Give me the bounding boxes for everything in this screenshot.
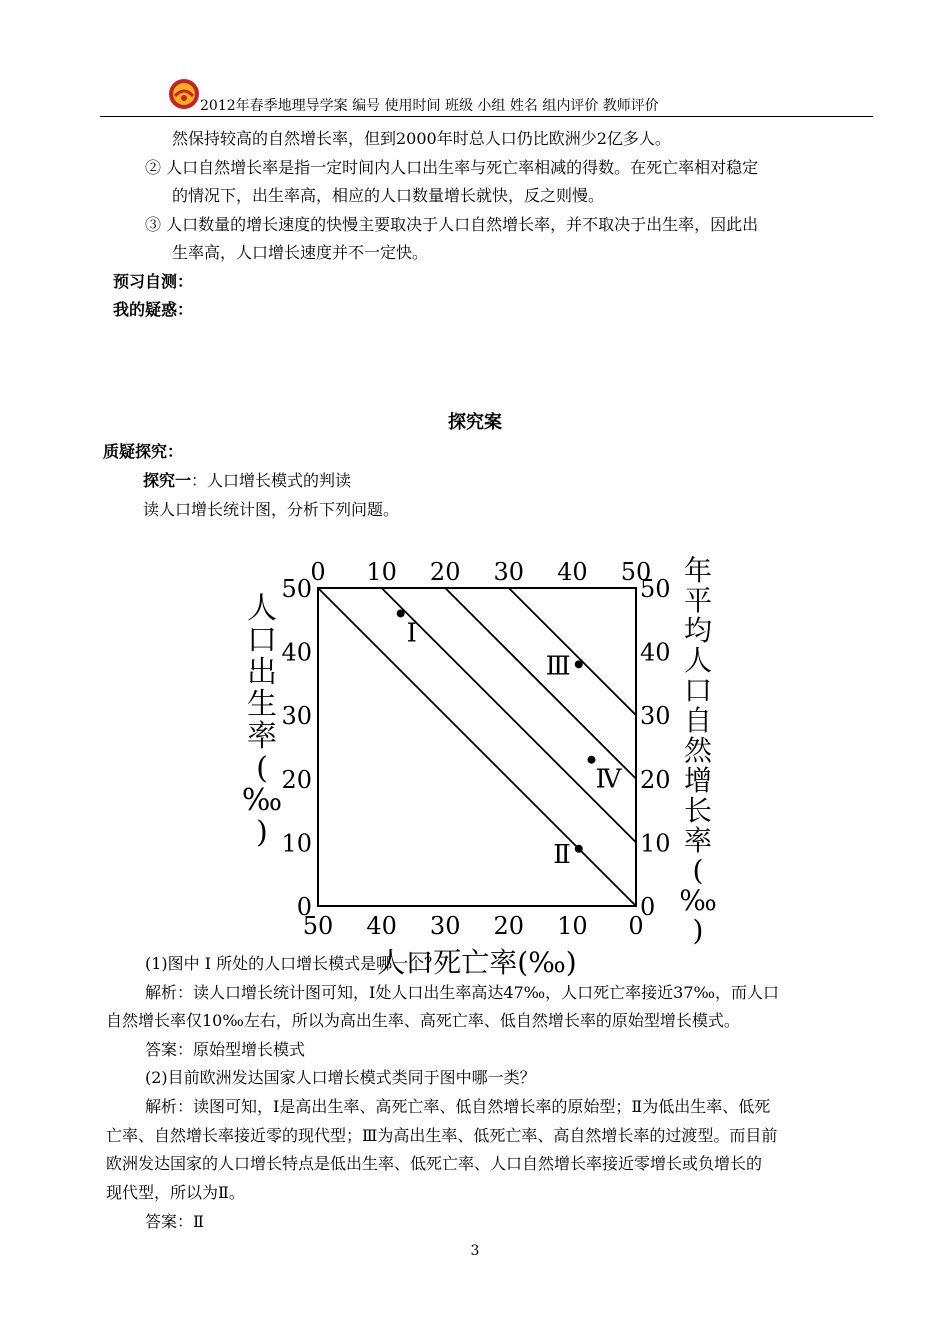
top-tick-label: 30	[493, 558, 525, 586]
right-axis-label-char: 人	[683, 644, 713, 677]
inquiry-label: 质疑探究：	[103, 442, 184, 461]
intro-item-3: ③ 人口数量的增长速度的快慢主要取决于人口自然增长率，并不取决于出生率，因此出	[145, 215, 759, 234]
y-tick-label: 20	[281, 765, 312, 794]
right-axis-label-char: 增	[683, 764, 713, 797]
data-point	[397, 609, 405, 617]
explore-heading-text: ：人口增长模式的判读	[191, 471, 352, 490]
growth-line-20	[445, 588, 636, 779]
right-axis-label-char: ‰	[679, 884, 717, 917]
y-axis-label-char: 出	[247, 655, 277, 690]
x-tick-label: 30	[429, 912, 461, 940]
data-point	[587, 756, 595, 764]
right-axis-label-char: 率	[683, 824, 713, 857]
intro-item-2: ② 人口自然增长率是指一定时间内人口出生率与死亡率相减的得数。在死亡率相对稳定	[145, 158, 759, 177]
answer-2: 答案：Ⅱ	[145, 1212, 204, 1231]
point-label: Ⅰ	[406, 618, 417, 649]
top-tick-label: 40	[557, 558, 588, 586]
x-tick-label: 50	[302, 912, 334, 940]
y-axis-label-char: )	[256, 815, 268, 850]
y-axis-label-char: 口	[247, 623, 277, 658]
analysis-1-line-1: 解析：读人口增长统计图可知，Ⅰ处人口出生率高达47‰，人口死亡率接近37‰，而人口	[145, 983, 779, 1002]
right-axis-label-char: )	[692, 914, 704, 947]
right-axis-label-char: 然	[683, 734, 713, 767]
analysis-1-line-2: 自然增长率仅10‰左右，所以为高出生率、高死亡率、低自然增长率的原始型增长模式。	[106, 1011, 740, 1030]
header-rule	[100, 116, 873, 117]
x-tick-label: 40	[366, 912, 397, 940]
school-logo	[168, 78, 200, 110]
intro-item-3-cont: 生率高，人口增长速度并不一定快。	[172, 243, 429, 262]
right-tick-label: 20	[640, 765, 671, 794]
right-axis-label-char: 长	[683, 794, 713, 827]
intro-item-2-cont: 的情况下，出生率高，相应的人口数量增长就快，反之则慢。	[172, 186, 605, 205]
right-axis-label-char: 年	[683, 554, 713, 587]
y-tick-label: 40	[281, 638, 312, 667]
right-tick-label: 10	[640, 829, 671, 858]
right-axis-label-char: 自	[683, 704, 713, 737]
x-tick-label: 0	[628, 912, 644, 940]
analysis-2-line-1: 解析：读图可知，Ⅰ是高出生率、高死亡率、低自然增长率的原始型；Ⅱ为低出生率、低死	[145, 1097, 771, 1116]
preview-test-label: 预习自测：	[113, 272, 194, 291]
y-tick-label: 50	[281, 575, 312, 603]
explore-heading-bold: 探究一	[143, 471, 192, 490]
page-header: 2012年春季地理导学案 编号 使用时间 班级 小组 姓名 组内评价 教师评价	[200, 98, 659, 114]
top-tick-label: 0	[310, 558, 326, 586]
y-axis-label-char: ‰	[241, 783, 283, 818]
y-axis-label-char: (	[256, 751, 268, 786]
x-tick-label: 20	[493, 912, 525, 940]
point-label: Ⅱ	[553, 839, 571, 870]
x-tick-label: 10	[557, 912, 588, 940]
answer-1: 答案：原始型增长模式	[145, 1040, 306, 1059]
growth-line-10	[382, 588, 636, 842]
right-axis-label-char: 均	[683, 614, 713, 647]
y-axis-label-char: 生	[247, 687, 277, 722]
data-point	[575, 660, 583, 668]
top-tick-label: 20	[429, 558, 461, 586]
top-tick-label: 50	[620, 558, 652, 586]
analysis-2-line-2: 亡率、自然增长率接近零的现代型；Ⅲ为高出生率、低死亡率、高自然增长率的过渡型。而目前	[106, 1126, 778, 1145]
right-tick-label: 50	[640, 575, 671, 603]
top-tick-label: 10	[366, 558, 397, 586]
right-axis-label-char: 平	[683, 584, 713, 617]
growth-line-30	[509, 588, 636, 715]
right-tick-label: 30	[640, 702, 671, 731]
right-axis-label-char: (	[692, 854, 704, 887]
y-axis-label-char: 人	[247, 591, 277, 626]
growth-line-0	[318, 588, 636, 906]
question-1: (1)图中 Ⅰ 所处的人口增长模式是哪一个？	[145, 954, 441, 973]
x-axis-label: 人口死亡率(‰)	[377, 946, 577, 979]
question-2: (2)目前欧洲发达国家人口增长模式类同于图中哪一类？	[145, 1068, 536, 1087]
read-instruction: 读人口增长统计图，分析下列问题。	[143, 500, 400, 519]
my-doubt-label: 我的疑惑：	[113, 300, 194, 319]
data-point	[575, 845, 583, 853]
page-number: 3	[470, 1243, 480, 1259]
analysis-2-line-3: 欧洲发达国家的人口增长特点是低出生率、低死亡率、人口自然增长率接近零增长或负增长的	[106, 1154, 763, 1173]
point-label: Ⅲ	[545, 651, 571, 682]
analysis-2-line-4: 现代型，所以为Ⅱ。	[106, 1183, 245, 1202]
y-axis-label-char: 率	[247, 719, 277, 754]
right-tick-label: 0	[640, 893, 656, 921]
right-tick-label: 40	[640, 638, 671, 667]
y-tick-label: 0	[296, 893, 312, 921]
explore-heading	[143, 469, 351, 493]
point-label: Ⅳ	[595, 764, 622, 795]
intro-line: 然保持较高的自然增长率，但到2000年时总人口仍比欧洲少2亿多人。	[172, 129, 671, 148]
y-tick-label: 10	[281, 829, 312, 858]
right-axis-label-char: 口	[683, 674, 713, 707]
section-title: 探究案	[448, 412, 502, 433]
y-tick-label: 30	[281, 702, 312, 731]
